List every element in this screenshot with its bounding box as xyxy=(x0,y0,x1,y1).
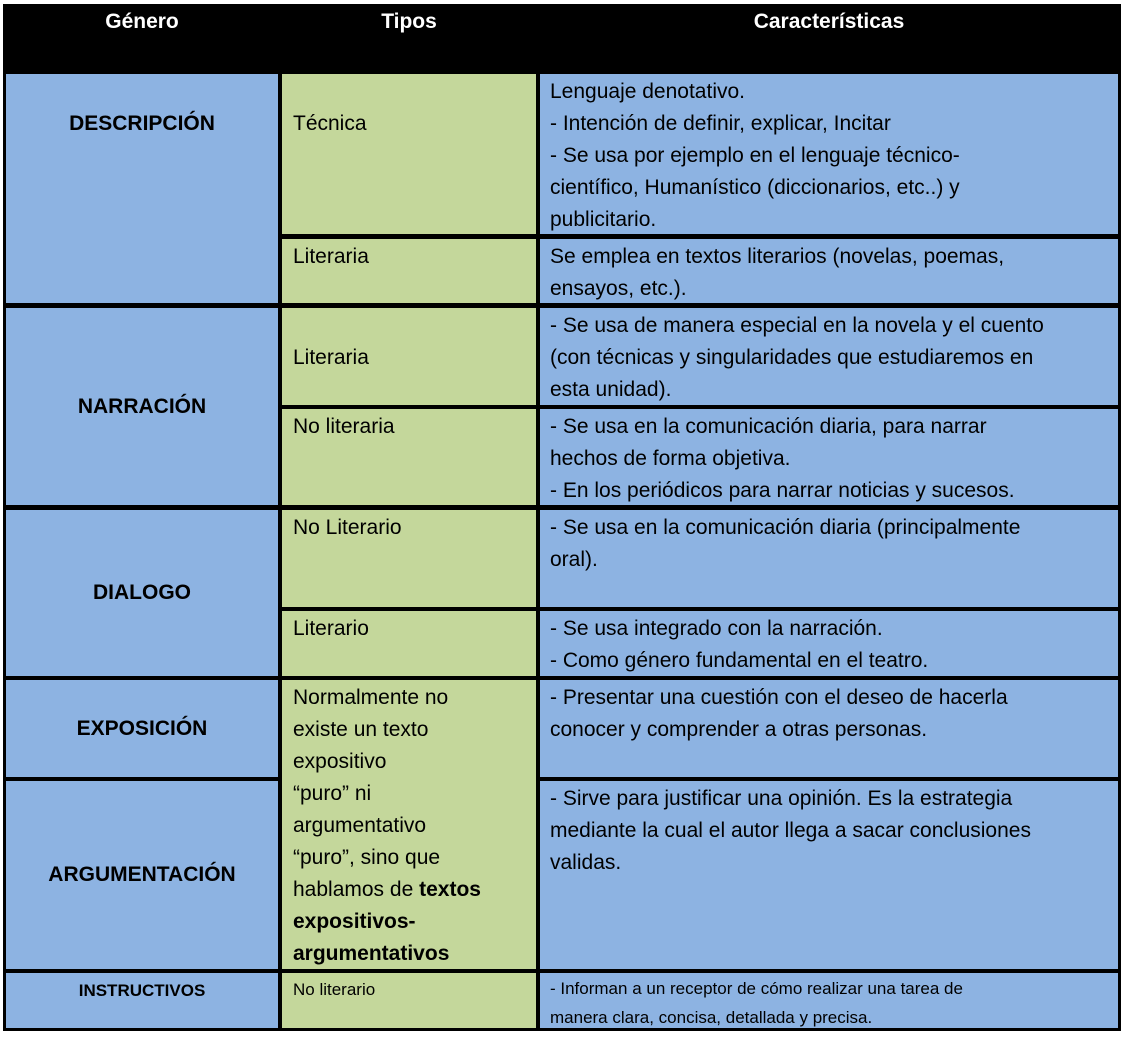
car-instructivos xyxy=(540,973,1118,1028)
text-line: “puro”, sino que xyxy=(293,846,441,869)
genre-instructivos: INSTRUCTIVOS xyxy=(6,973,278,1028)
bold-text-run: textos xyxy=(419,878,481,901)
genre-argumentacion: ARGUMENTACIÓN xyxy=(6,781,278,969)
text-line: manera clara, concisa, detallada y precisa. xyxy=(550,1008,873,1027)
car-narracion-literaria xyxy=(540,308,1118,405)
text-line: Lenguaje denotativo. xyxy=(550,80,745,103)
car-argumentacion xyxy=(540,781,1118,969)
text-line: mediante la cual el autor llega a sacar conclusiones xyxy=(550,819,1031,842)
car-dialogo-no-literario xyxy=(540,510,1118,607)
text-line: - Se usa en la comunicación diaria, para narrar xyxy=(550,415,987,438)
text-line: expositivo xyxy=(293,750,387,773)
text-line: argumentativos xyxy=(293,942,450,965)
text-line: argumentativo xyxy=(293,814,427,837)
car-narracion-no-literaria xyxy=(540,409,1118,505)
car-descripcion-literaria xyxy=(540,239,1118,303)
text-line: “puro” ni xyxy=(293,782,372,805)
genre-narracion: NARRACIÓN xyxy=(6,308,278,505)
text-line: (con técnicas y singularidades que estudiaremos en xyxy=(550,346,1034,369)
tipo-narracion-no-literaria: No literaria xyxy=(282,409,536,505)
car-descripcion-tecnica xyxy=(540,74,1118,234)
header-tipos: Tipos xyxy=(381,10,437,33)
text-line: oral). xyxy=(550,548,598,571)
tipo-dialogo-literario: Literario xyxy=(282,611,536,676)
text-line: publicitario. xyxy=(550,208,657,231)
text-line: - Se usa en la comunicación diaria (principalmente xyxy=(550,516,1021,539)
car-exposicion xyxy=(540,680,1118,777)
tipo-descripcion-tecnica: Técnica xyxy=(282,74,536,234)
text-line: validas. xyxy=(550,851,622,874)
text-line: - Intención de definir, explicar, Incitar xyxy=(550,112,891,135)
text-line: hechos de forma objetiva. xyxy=(550,447,791,470)
text-line: esta unidad). xyxy=(550,378,672,401)
text-line: Normalmente no xyxy=(293,686,449,709)
text-line: - Se usa por ejemplo en el lenguaje técnico- xyxy=(550,144,960,167)
text-line: existe un texto xyxy=(293,718,429,741)
genre-dialogo: DIALOGO xyxy=(6,510,278,676)
tipo-instructivos: No literario xyxy=(282,973,536,1028)
header-genero: Género xyxy=(105,10,179,33)
genre-descripcion: DESCRIPCIÓN xyxy=(6,74,278,303)
tipo-descripcion-literaria: Literaria xyxy=(282,239,536,303)
text-line: - Presentar una cuestión con el deseo de hacerla xyxy=(550,686,1008,709)
text-run: hablamos de xyxy=(293,878,420,901)
text-line: ensayos, etc.). xyxy=(550,277,687,300)
text-line: - Se usa de manera especial en la novela y el cuento xyxy=(550,314,1044,337)
text-line xyxy=(293,874,536,906)
text-line: expositivos- xyxy=(293,910,416,933)
genre-exposicion: EXPOSICIÓN xyxy=(6,680,278,777)
tipo-dialogo-no-literario: No Literario xyxy=(282,510,536,607)
tipo-narracion-literaria: Literaria xyxy=(282,308,536,405)
text-line: - Como género fundamental en el teatro. xyxy=(550,649,929,672)
text-line: conocer y comprender a otras personas. xyxy=(550,718,928,741)
text-line: - Se usa integrado con la narración. xyxy=(550,617,883,640)
text-line: - Informan a un receptor de cómo realizar una tarea de xyxy=(550,979,963,998)
tipo-exposicion-argumentacion xyxy=(282,680,536,969)
text-line: - En los periódicos para narrar noticias y sucesos. xyxy=(550,479,1015,502)
header-caracteristicas: Características xyxy=(753,10,905,33)
car-dialogo-literario xyxy=(540,611,1118,676)
text-line: - Sirve para justificar una opinión. Es la estrategia xyxy=(550,787,1013,810)
text-line: Se emplea en textos literarios (novelas, poemas, xyxy=(550,245,1005,268)
text-line: científico, Humanístico (diccionarios, etc..) y xyxy=(550,176,960,199)
